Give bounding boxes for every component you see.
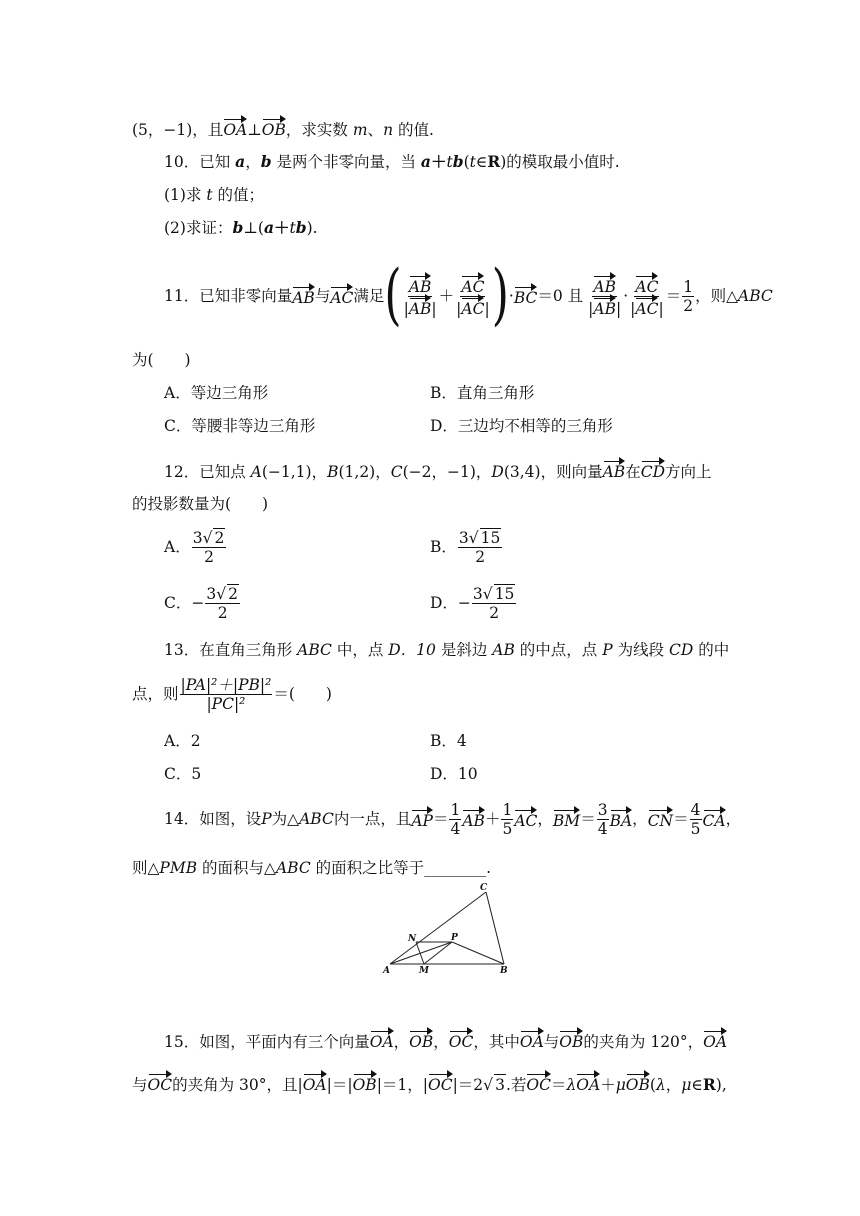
label-m: M [419, 966, 429, 976]
q13-option-a: A．2 [164, 732, 201, 750]
q11-option-b: B．直角三角形 [430, 384, 535, 402]
label-b: B [500, 966, 508, 976]
q13-line2: 点，则 $\frac{\text{|PA|²＋|PB|²}}{\text{|PC|²}}$ ＝( ) [132, 675, 332, 713]
q9-tail: (5，−1)，且OA⊥OB，求实数 m、n 的值. [132, 118, 434, 140]
q10-part2: (2)求证：b⊥(a＋tb). [164, 218, 318, 237]
triangle-figure [378, 882, 528, 982]
q13-option-d: D．10 [430, 765, 478, 783]
q13-option-c: C．5 [164, 765, 202, 783]
label-n: N [408, 934, 417, 944]
q12-option-d: D．− $\frac{3√ 15}{2}$ [430, 585, 515, 622]
q10-part1: (1)求 t 的值； [164, 186, 265, 204]
q13-stem: 13．在直角三角形 ABC 中，点 D．10 是斜边 AB 的中点，点 P 为线段 CD 的中 [164, 641, 730, 659]
q12-line2: 的投影数量为( ) [132, 495, 269, 513]
q11-option-d: D．三边均不相等的三角形 [430, 417, 613, 435]
label-a: A [383, 966, 390, 976]
q12-option-b: B． $\frac{3√ 15}{2}$ [430, 529, 501, 566]
q10-stem: 10．已知 a，b 是两个非零向量，当 a＋tb(t∈R)的模取最小值时. [164, 152, 620, 171]
q13-option-b: B．4 [430, 732, 467, 750]
q11-option-a: A．等边三角形 [164, 384, 269, 402]
q11-line2: 为( ) [132, 351, 191, 369]
q15-stem: 15．如图，平面内有三个向量OA，OB，OC，其中OA与OB的夹角为 120°，OA [164, 1030, 727, 1052]
q12-option-a: A． $\frac{3√ 2}{2}$ [164, 529, 225, 566]
label-c: C [480, 883, 488, 893]
q12-option-c: C．− $\frac{3√ 2}{2}$ [164, 585, 238, 622]
q12-stem: 12．已知点 A(−1,1)，B(1,2)，C(−2，−1)，D(3,4)，则向量AB在CD方向上 [164, 460, 712, 482]
q15-line2: 与OC的夹角为 30°，且|OA|＝|OB|＝1，|OC|＝2√ 3.若OC＝λOA＋μOB(λ，μ∈R), [132, 1075, 727, 1094]
q11-stem: 11．已知非零向量 AB 与 AC 满足 ( $\frac{AB}{|AB|}$ ＋ $\frac{AC}{|AC|}$ ) · BC ＝0 且 $\frac{AB}{|AB|}$ · $\frac{AC}{|AC|}$ ＝ $\frac{1}{2}$ ，则△ ABC [164, 257, 773, 334]
q14-line2: 则△PMB 的面积与△ABC 的面积之比等于________. [132, 859, 492, 877]
q11-option-c: C．等腰非等边三角形 [164, 417, 316, 435]
q14-stem: 14．如图，设 P 为△ ABC 内一点，且 AP ＝ $\frac{1}{4}$ AB ＋ $\frac{1}{5}$ AC ， BM ＝ $\frac{3}{4}$ BA ， CN ＝ $\frac{4}{5}$ CA ， [164, 800, 742, 838]
label-p: P [451, 933, 458, 943]
